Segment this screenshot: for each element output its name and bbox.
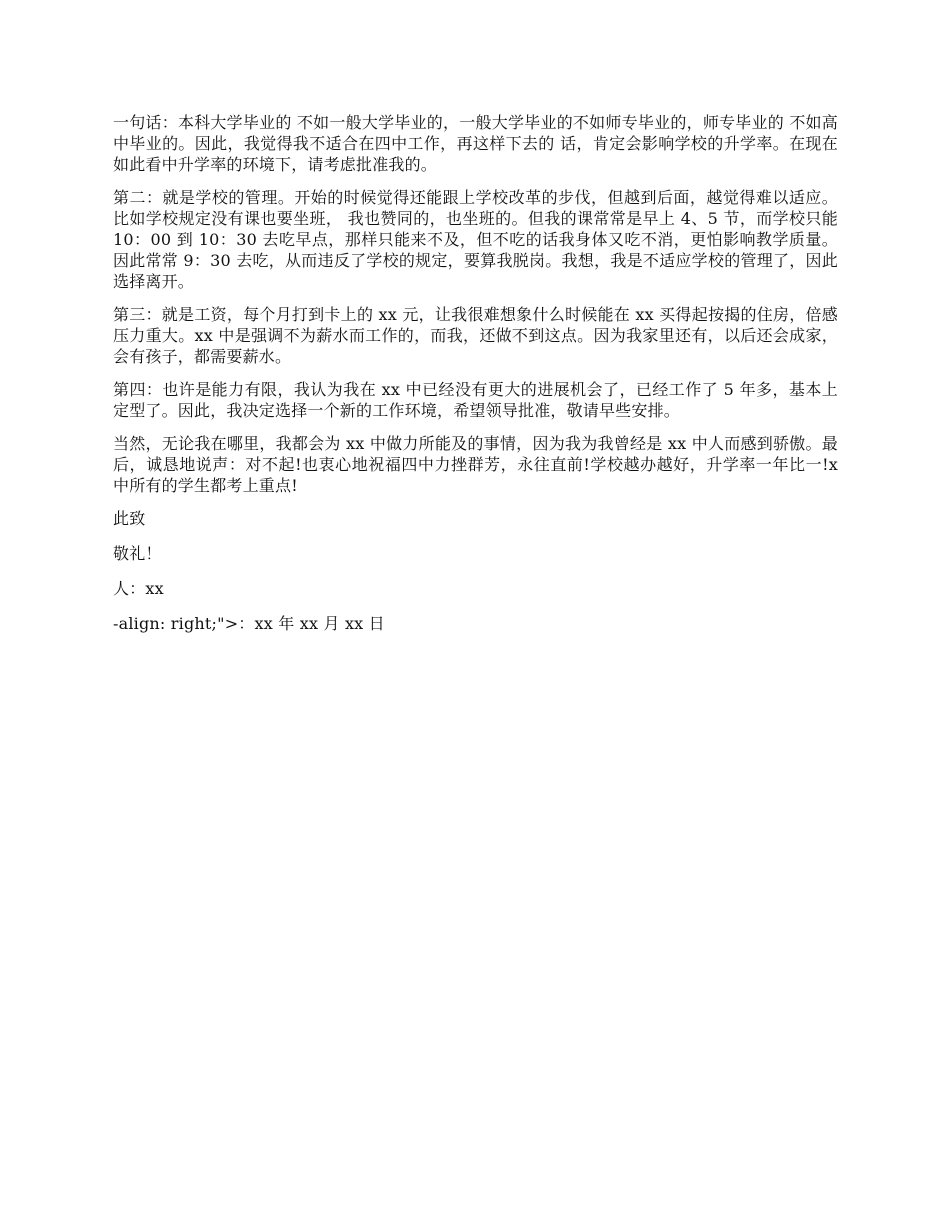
paragraph-salary: 第三：就是工资，每个月打到卡上的 xx 元，让我很难想象什么时候能在 xx 买得起按揭的住房，倍感压力重大。xx 中是强调不为薪水而工作的，而我，还做不到这点。因为我家里还有，以后还会成家，会有孩子，都需要薪水。 <box>113 305 838 366</box>
salutation-line: 敬礼！ <box>113 544 162 563</box>
letter-body <box>113 112 838 648</box>
signature-line: 人：xx <box>113 579 164 598</box>
paragraph-ability: 第四：也许是能力有限，我认为我在 xx 中已经没有更大的进展机会了，已经工作了 5 年多，基本上定型了。因此，我决定选择一个新的工作环境，希望领导批准，敬请早些安排。 <box>113 380 838 420</box>
paragraph-farewell: 当然，无论我在哪里，我都会为 xx 中做力所能及的事情，因为我为我曾经是 xx 中人而感到骄傲。最后，诚恳地说声：对不起!也衷心地祝福四中力挫群芳，永往直前!学校越办越好，升学率一年比一!x 中所有的学生都考上重点! <box>113 434 838 495</box>
paragraph-management: 第二：就是学校的管理。开始的时候觉得还能跟上学校改革的步伐，但越到后面，越觉得难以适应。比如学校规定没有课也要坐班， 我也赞同的，也坐班的。但我的课常常是早上 4、5 节，而学校只能 10：00 到 10：30 去吃早点，那样只能来不及，但不吃的话我身体又吃不消，更怕影响教学质量。因此常常 9：30 去吃，从而违反了学校的规定，要算我脱岗。我想，我是不适应学校的管理了，因此选择离开。 <box>113 188 838 291</box>
paragraph-intro: 一句话：本科大学毕业的 不如一般大学毕业的，一般大学毕业的不如师专毕业的，师专毕业的 不如高中毕业的。因此，我觉得我不适合在四中工作，再这样下去的 话，肯定会影响学校的升学率。在现在如此看中升学率的环境下，请考虑批准我的。 <box>113 113 838 174</box>
date-line: -align: right;">：xx 年 xx 月 xx 日 <box>113 614 385 633</box>
closing-line: 此致 <box>113 509 146 528</box>
